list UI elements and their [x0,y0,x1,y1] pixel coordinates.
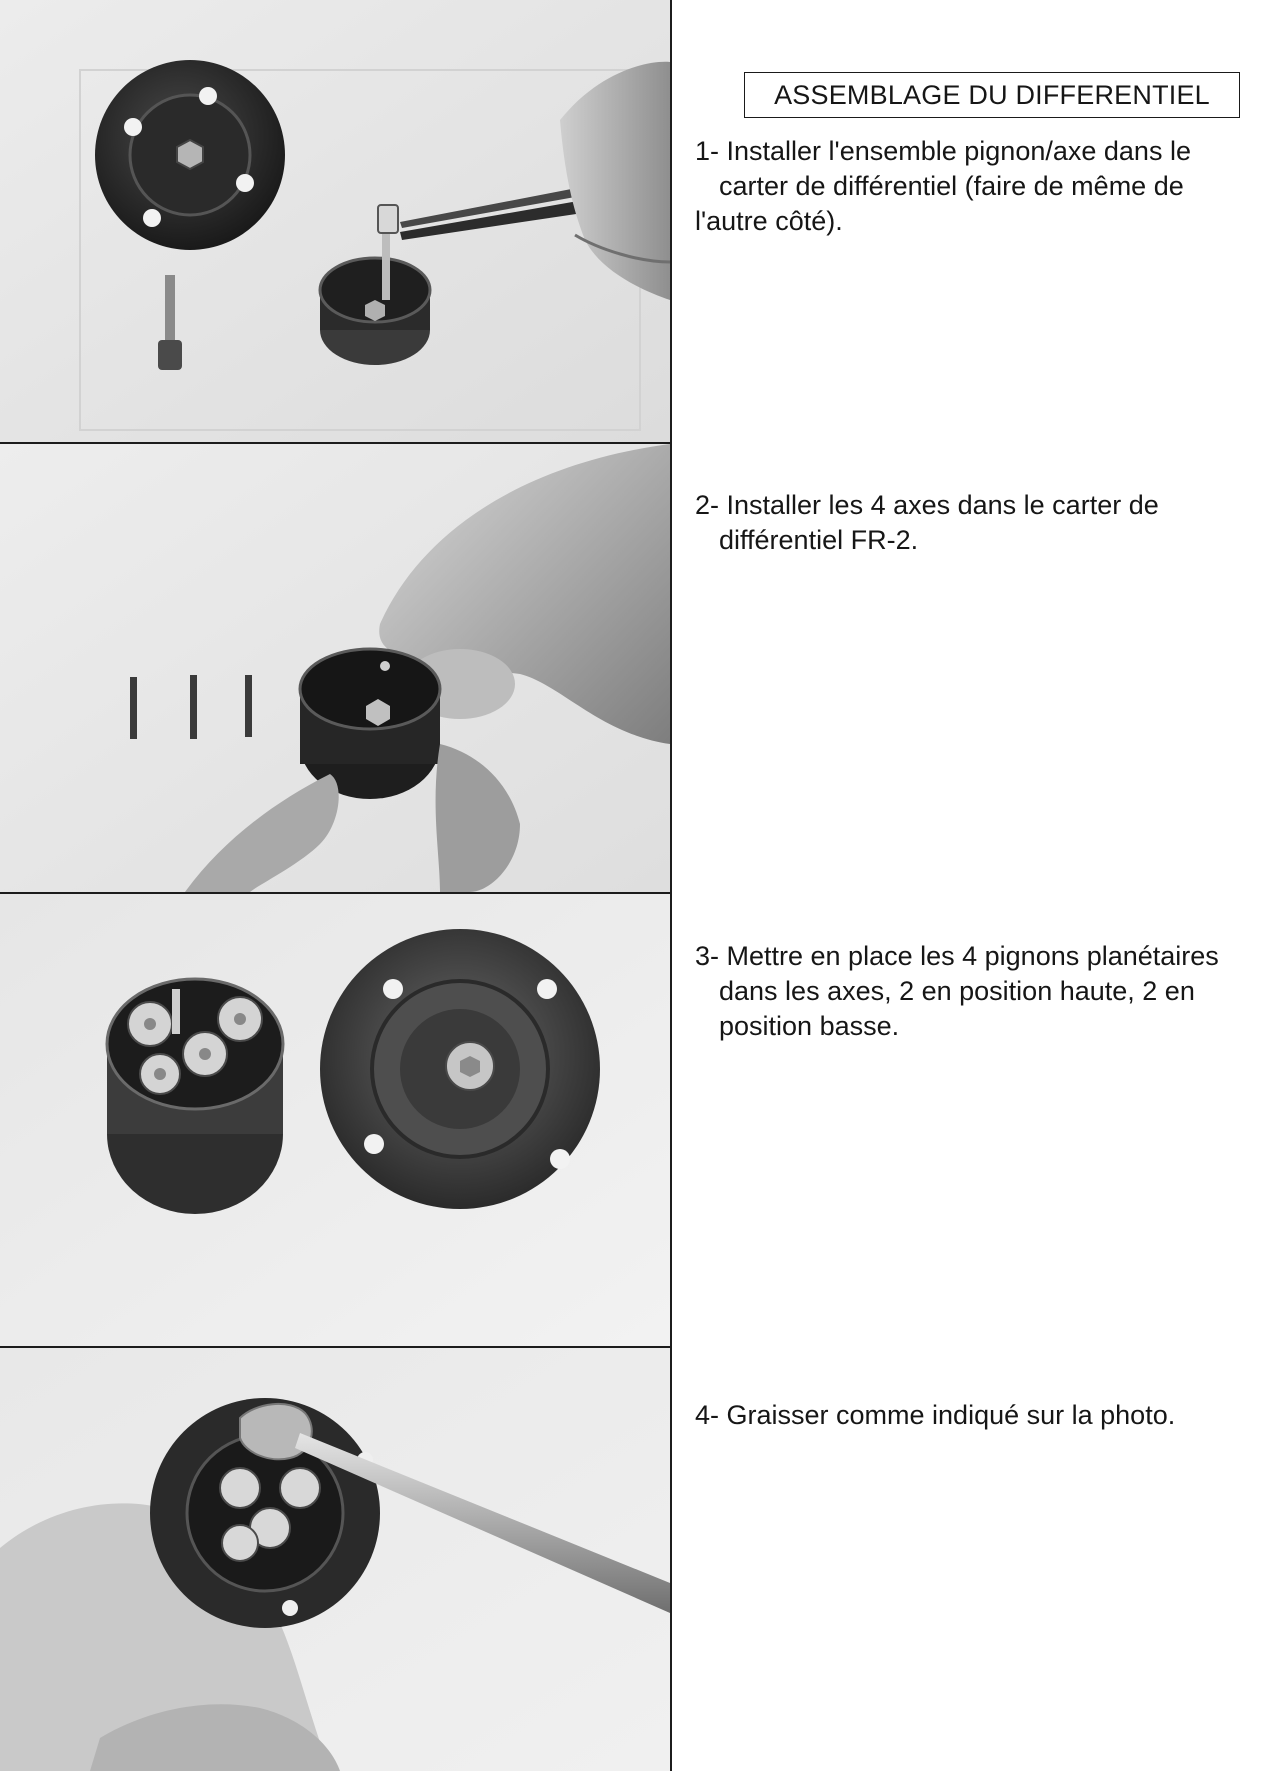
photo-step-4 [0,1348,670,1771]
photo-step-1 [0,0,670,442]
photo-step-4-image [0,1348,670,1771]
step-3-line-3: position basse. [719,1011,900,1041]
step-3-text [695,939,1275,1044]
step-2-text [695,488,1275,558]
step-4-text [695,1398,1275,1433]
photo-step-2 [0,444,670,892]
photo-step-3-image [0,894,670,1346]
photo-step-3 [0,894,670,1346]
step-3-line-1: 3- Mettre en place les 4 pignons planétaires [695,941,1219,971]
photo-step-2-image [0,444,670,892]
step-2-line-1: 2- Installer les 4 axes dans le carter de [695,490,1159,520]
step-1-line-3: l'autre côté). [695,206,843,236]
step-1-line-2: carter de différentiel (faire de même de [719,171,1184,201]
page-title: ASSEMBLAGE DU DIFFERENTIEL [744,72,1240,118]
photo-step-1-image [0,0,670,442]
step-1-line-1: 1- Installer l'ensemble pignon/axe dans le [695,136,1191,166]
step-1-text [695,134,1275,239]
step-3-line-2: dans les axes, 2 en position haute, 2 en [719,976,1195,1006]
step-4-line-1: 4- Graisser comme indiqué sur la photo. [695,1400,1176,1430]
step-2-line-2: différentiel FR-2. [719,525,919,555]
